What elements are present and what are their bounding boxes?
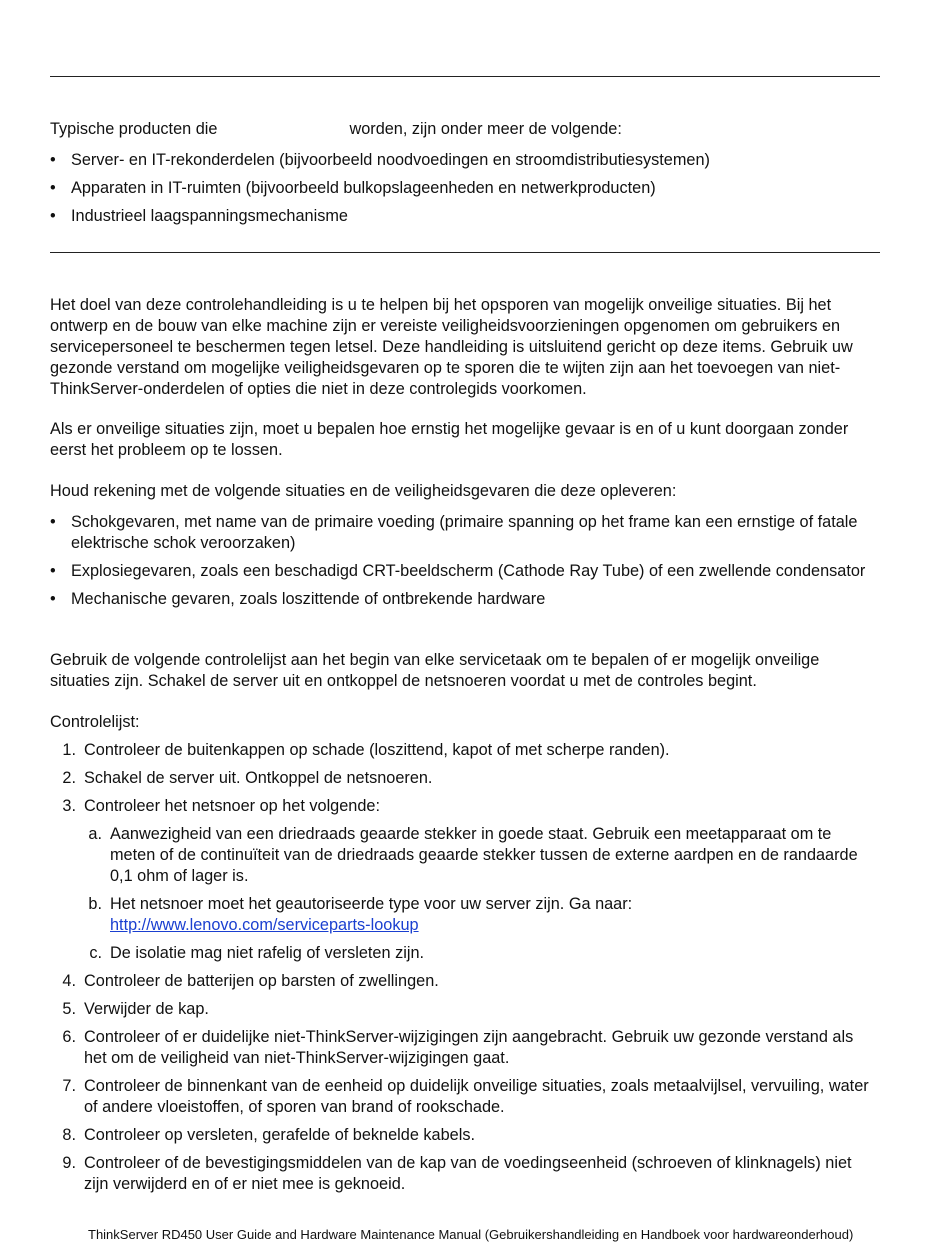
checklist-step: 9. Controleer of de bevestigingsmiddelen van de kap van de voedingseenheid (schroeven of klinknagels) niet zijn verwijderd en of er niet mee is geknoeid. — [62, 1154, 852, 1193]
checklist-substep: a. Aanwezigheid van een driedraads geaarde stekker in goede staat. Gebruik een meetapparaat om te meten of de continuïteit van de driedraads geaarde stekker tussen de externe aardpen en de randaarde 0,1 ohm of lager is. — [88, 825, 858, 885]
checklist — [50, 740, 880, 1202]
list-item: • Industrieel laagspanningsmechanisme — [50, 206, 880, 227]
checklist-step: 5. Verwijder de kap. — [62, 1000, 209, 1018]
power-cord-checks — [84, 824, 880, 964]
severity-paragraph: Als er onveilige situaties zijn, moet u bepalen hoe ernstig het mogelijke gevaar is en of u kunt doorgaan zonder eerst het probleem op te lossen. — [50, 420, 849, 459]
list-item: • Apparaten in IT-ruimten (bijvoorbeeld bulkopslageenheden en netwerkproducten) — [50, 178, 880, 199]
list-item: • Mechanische gevaren, zoals loszittende of ontbrekende hardware — [50, 589, 880, 610]
section-rule — [50, 252, 880, 253]
serviceparts-link[interactable]: http://www.lenovo.com/serviceparts-lookup — [110, 916, 419, 934]
checklist-step: 6. Controleer of er duidelijke niet-ThinkServer-wijzigingen zijn aangebracht. Gebruik uw gezonde verstand als het om de veiligheid van niet-ThinkServer-wijzigingen gaat. — [62, 1028, 854, 1067]
list-item: • Server- en IT-rekonderdelen (bijvoorbeeld noodvoedingen en stroomdistributiesystemen) — [50, 150, 880, 171]
checklist-label: Controlelijst: — [50, 713, 140, 731]
top-rule — [50, 76, 880, 77]
checklist-step: 1. Controleer de buitenkappen op schade (loszittend, kapot of met scherpe randen). — [62, 741, 670, 759]
footer-text: ThinkServer RD450 User Guide and Hardware Maintenance Manual (Gebruikershandleiding en Handboek voor hardwareonderhoud) — [88, 1227, 854, 1242]
list-item: • Explosiegevaren, zoals een beschadigd CRT-beeldscherm (Cathode Ray Tube) of een zwellende condensator — [50, 561, 880, 582]
hazards-list — [50, 512, 880, 617]
products-intro — [50, 119, 880, 140]
page-footer — [50, 1227, 880, 1242]
list-item: • Schokgevaren, met name van de primaire voeding (primaire spanning op het frame kan een ernstige of fatale elektrische schok veroorzaken) — [50, 512, 880, 554]
checklist-step: 3. Controleer het netsnoer op het volgende: a. Aanwezigheid van een driedraads geaarde stekker in goede staat. Gebruik een meetapparaat om te meten of de continuïteit van de driedraads geaarde stekker tussen de externe aardpen en de randaarde 0,1 ohm of lager is. b. Het netsnoer moet het geautoriseerde type voor uw server zijn. Ga naar: http://www.lenovo.com/serviceparts-lookup c. De isolatie mag niet rafelig of versleten zijn. — [50, 796, 880, 964]
checklist-step: 2. Schakel de server uit. Ontkoppel de netsnoeren. — [62, 769, 433, 787]
checklist-intro: Gebruik de volgende controlelijst aan het begin van elke servicetaak om te bepalen of er mogelijk onveilige situaties zijn. Schakel de server uit en ontkoppel de netsnoeren voordat u met de controles begint. — [50, 651, 820, 690]
checklist-step: 8. Controleer op versleten, gerafelde of beknelde kabels. — [62, 1126, 475, 1144]
checklist-substep: c. De isolatie mag niet rafelig of versleten zijn. — [89, 944, 425, 962]
products-list — [50, 150, 880, 234]
intro-paragraph: Het doel van deze controlehandleiding is u te helpen bij het opsporen van mogelijk onveilige situaties. Bij het ontwerp en de bouw van elke machine zijn er vereiste veiligheidsvoorzieningen opgenomen om gebruikers en servicepersoneel te beschermen tegen letsel. Deze handleiding is uitsluitend gericht op deze items. Gebruik uw gezonde verstand om mogelijke veiligheidsgevaren op te sporen die te wijten zijn aan het toevoegen van niet-ThinkServer-onderdelen of opties die niet in deze controlegids voorkomen. — [50, 296, 853, 398]
products-intro-end: worden, zijn onder meer de volgende: — [349, 120, 622, 138]
checklist-substep: b. Het netsnoer moet het geautoriseerde type voor uw server zijn. Ga naar: http://www.lenovo.com/serviceparts-lookup — [88, 895, 633, 934]
checklist-step: 7. Controleer de binnenkant van de eenheid op duidelijk onveilige situaties, zoals metaalvijlsel, vervuiling, water of andere vloeistoffen, of sporen van brand of rookschade. — [62, 1077, 869, 1116]
checklist-step: 4. Controleer de batterijen op barsten of zwellingen. — [62, 972, 439, 990]
hazards-intro: Houd rekening met de volgende situaties en de veiligheidsgevaren die deze opleveren: — [50, 482, 677, 500]
products-intro-start: Typische producten die — [50, 120, 218, 138]
